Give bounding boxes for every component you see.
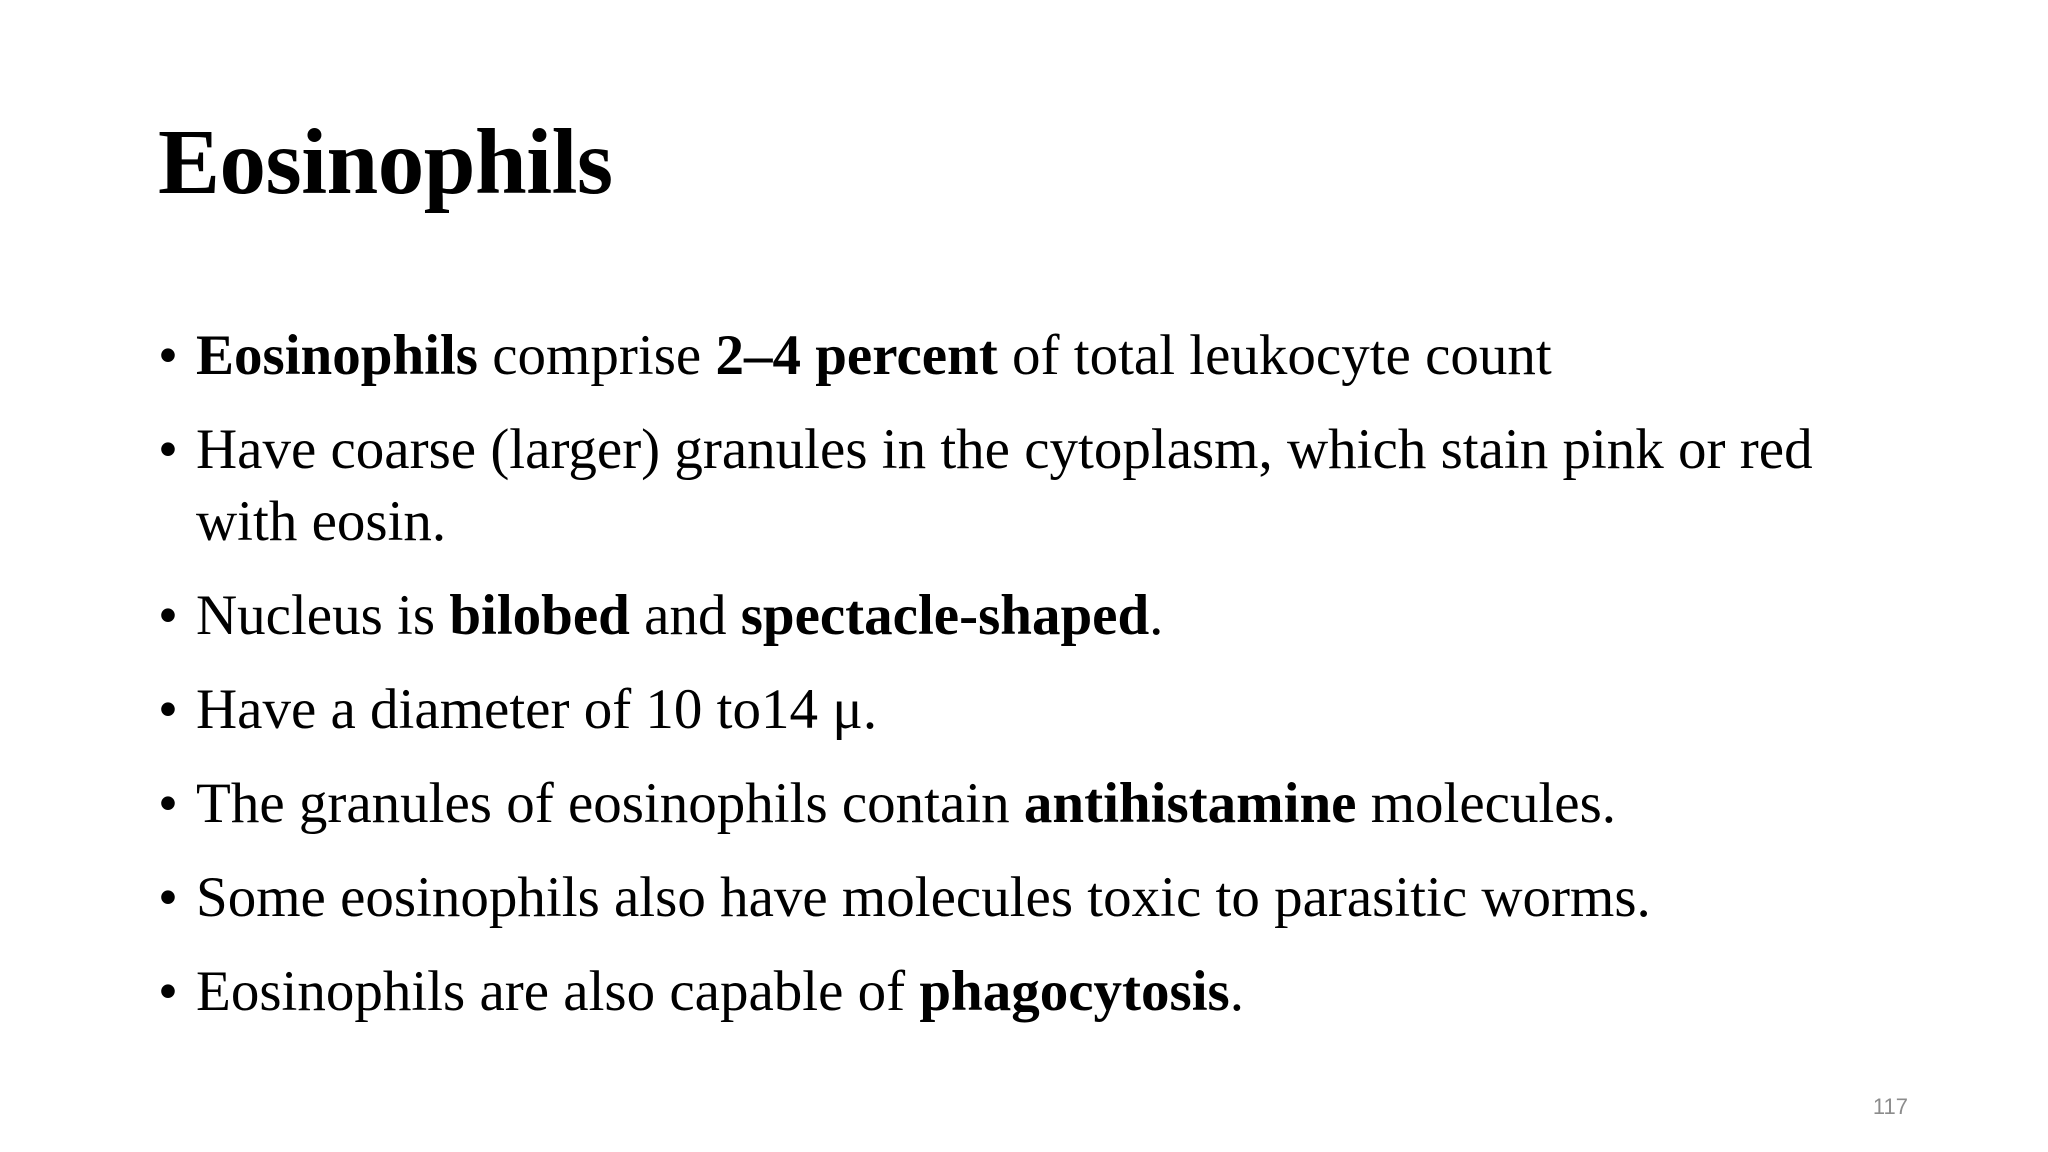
bullet-item bbox=[158, 956, 1918, 1028]
bullet-text: molecules. bbox=[1356, 772, 1617, 835]
bullet-item bbox=[158, 320, 1918, 392]
bullet-text-bold: antihistamine bbox=[1023, 772, 1357, 835]
bullet-icon: • bbox=[158, 772, 178, 835]
bullet-item bbox=[158, 580, 1918, 652]
bullet-text-bold: spectacle-shaped bbox=[740, 584, 1150, 647]
bullet-text-bold: phagocytosis bbox=[919, 960, 1230, 1023]
bullet-icon: • bbox=[158, 418, 178, 481]
bullet-text: Nucleus is bbox=[196, 584, 450, 647]
bullet-text-bold: 2–4 percent bbox=[715, 324, 998, 387]
bullet-text: Have coarse (larger) granules in the cytoplasm, which stain pink or red with eosin. bbox=[196, 418, 1813, 553]
bullet-icon: • bbox=[158, 866, 178, 929]
bullet-icon: • bbox=[158, 960, 178, 1023]
bullet-text: comprise bbox=[478, 324, 716, 387]
bullet-icon: • bbox=[158, 324, 178, 387]
bullet-text: Have a diameter of 10 to14 μ. bbox=[196, 678, 878, 741]
bullet-text: of total leukocyte count bbox=[997, 324, 1552, 387]
bullet-item bbox=[158, 414, 1918, 558]
bullet-item bbox=[158, 674, 1918, 746]
bullet-list bbox=[158, 320, 1918, 1050]
bullet-icon: • bbox=[158, 678, 178, 741]
bullet-text-bold: bilobed bbox=[449, 584, 630, 647]
bullet-icon: • bbox=[158, 584, 178, 647]
bullet-text: The granules of eosinophils contain bbox=[196, 772, 1024, 835]
bullet-text: Eosinophils are also capable of bbox=[196, 960, 920, 1023]
bullet-text: and bbox=[629, 584, 741, 647]
bullet-text-bold: Eosinophils bbox=[196, 324, 478, 387]
bullet-text: . bbox=[1149, 584, 1164, 647]
bullet-text: Some eosinophils also have molecules toxic to parasitic worms. bbox=[196, 866, 1651, 929]
slide-title: Eosinophils bbox=[158, 111, 613, 214]
bullet-text: . bbox=[1229, 960, 1244, 1023]
slide-number: 117 bbox=[1872, 1094, 1908, 1119]
bullet-item bbox=[158, 768, 1918, 840]
bullet-item bbox=[158, 862, 1918, 934]
